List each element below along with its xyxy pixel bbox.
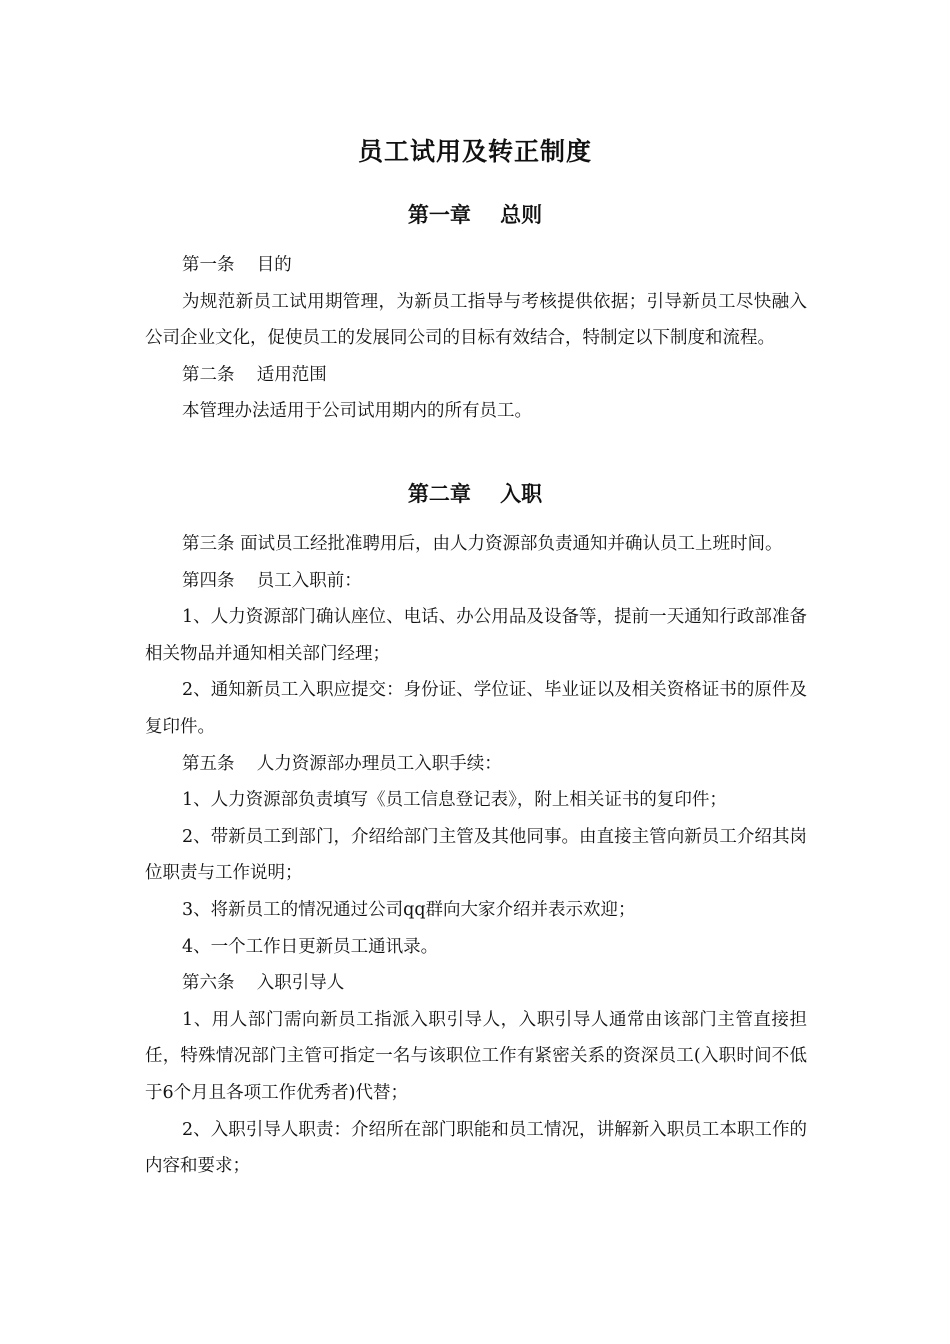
article-2-text: 本管理办法适用于公司试用期内的所有员工。 bbox=[182, 401, 532, 422]
article-5-item-4: 4、一个工作日更新员工通讯录。 bbox=[182, 936, 439, 957]
document-title: 员工试用及转正制度 bbox=[357, 137, 592, 166]
article-5-item-1: 1、人力资源部负责填写《员工信息登记表》，附上相关证书的复印件； bbox=[182, 790, 727, 811]
chapter-2-body bbox=[145, 526, 807, 1185]
article-5-item-2: 2、带新员工到部门，介绍给部门主管及其他同事。由直接主管向新员工介绍其岗位职责与工作说明； bbox=[145, 826, 807, 884]
article-6-item-2: 2、入职引导人职责：介绍所在部门职能和员工情况，讲解新入职员工本职工作的内容和要求； bbox=[145, 1119, 807, 1177]
article-4-item-2: 2、通知新员工入职应提交：身份证、学位证、毕业证以及相关资格证书的原件及复印件。 bbox=[145, 680, 807, 737]
article-6-item-1: 1、用人部门需向新员工指派入职引导人，入职引导人通常由该部门主管直接担任，特殊情况部门主管可指定一名与该职位工作有紧密关系的资深员工(入职时间不低于6个月且各项工作优秀者)代替； bbox=[145, 1009, 807, 1103]
article-5-item-3: 3、将新员工的情况通过公司qq群向大家介绍并表示欢迎； bbox=[182, 899, 636, 920]
article-1-text: 为规范新员工试用期管理，为新员工指导与考核提供依据；引导新员工尽快融入公司企业文化，促使员工的发展同公司的目标有效结合，特制定以下制度和流程。 bbox=[145, 291, 807, 349]
article-4-item-1: 1、人力资源部门确认座位、电话、办公用品及设备等，提前一天通知行政部准备相关物品并通知相关部门经理； bbox=[145, 607, 807, 664]
article-5-heading: 第五条 人力资源部办理员工入职手续： bbox=[182, 753, 502, 774]
article-2-heading: 第二条 适用范围 bbox=[182, 364, 327, 385]
article-3-text: 第三条 面试员工经批准聘用后，由人力资源部负责通知并确认员工上班时间。 bbox=[182, 534, 783, 554]
chapter-2-heading: 第二章 入职 bbox=[407, 481, 543, 506]
article-6-heading: 第六条 入职引导人 bbox=[182, 973, 345, 994]
article-4-heading: 第四条 员工入职前： bbox=[182, 570, 362, 591]
chapter-1-heading: 第一章 总则 bbox=[407, 202, 543, 227]
chapter-1-body bbox=[145, 247, 807, 430]
article-1-heading: 第一条 目的 bbox=[182, 255, 292, 275]
